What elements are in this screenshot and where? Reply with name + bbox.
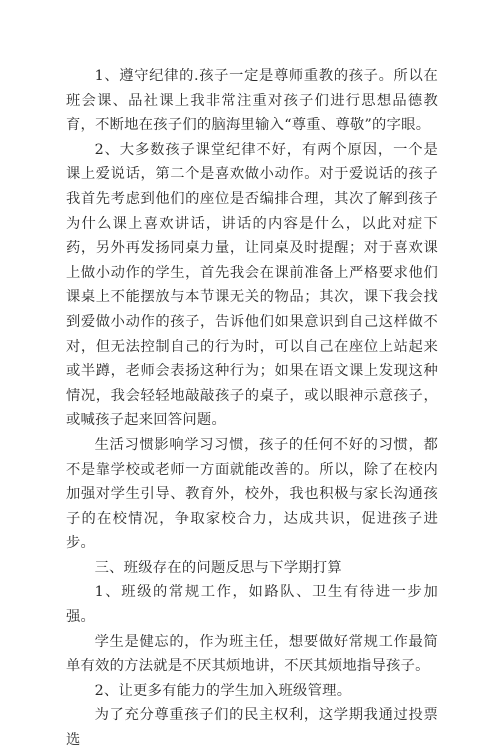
document-body [66, 64, 438, 753]
paragraph-class-management: 2、让更多有能力的学生加入班级管理。 [94, 682, 352, 699]
paragraph-classroom-discipline: 2、大多数孩子课堂纪律不好，有两个原因，一个是课上爱说话，第二个是喜欢做小动作。对于爱说话的孩子我首先考虑到他们的座位是否编排合理，其次了解到孩子为什么课上喜欢讲话，讲话的内容是什么，以此对症下药，另外再发扬同桌力量，让同桌及时提醒；对于喜欢课上做小动作的学生，首先我会在课前准备上严格要求他们课桌上不能摆放与本节课无关的物品；其次，课下我会找到爱做小动作的孩子，告诉他们如果意识到自己这样做不对，但无法控制自己的行为时，可以自己在座位上站起来或半蹲，老师会表扬这种行为；如果在语文课上发现这种情况，我会轻轻地敲敲孩子的桌子，或以眼神示意孩子，或喊孩子起来回答问题。 [66, 141, 438, 429]
paragraph-forgetful-students: 学生是健忘的，作为班主任，想要做好常规工作最简单有效的方法就是不厌其烦地讲，不厌其烦地指导孩子。 [66, 633, 438, 675]
paragraph-living-habits: 生活习惯影响学习习惯，孩子的任何不好的习惯，都不是靠学校或老师一方面就能改善的。所以，除了在校内加强对学生引导、教育外，校外，我也积极与家长沟通孩子的在校情况，争取家校合力，达成共识，促进孩子进步。 [66, 436, 438, 552]
paragraph-discipline-respect: 1、遵守纪律的.孩子一定是尊师重教的孩子。所以在班会课、品社课上我非常注重对孩子们进行思想品德教育，不断地在孩子们的脑海里输入“尊重、尊敬”的字眼。 [66, 68, 438, 134]
section-heading-problems-plans: 三、班级存在的问题反思与下学期打算 [94, 559, 342, 576]
paragraph-democratic-rights: 为了充分尊重孩子们的民主权利，这学期我通过投票选 [66, 707, 438, 749]
paragraph-routine-work: 1、班级的常规工作，如路队、卫生有待进一步加强。 [66, 584, 438, 626]
